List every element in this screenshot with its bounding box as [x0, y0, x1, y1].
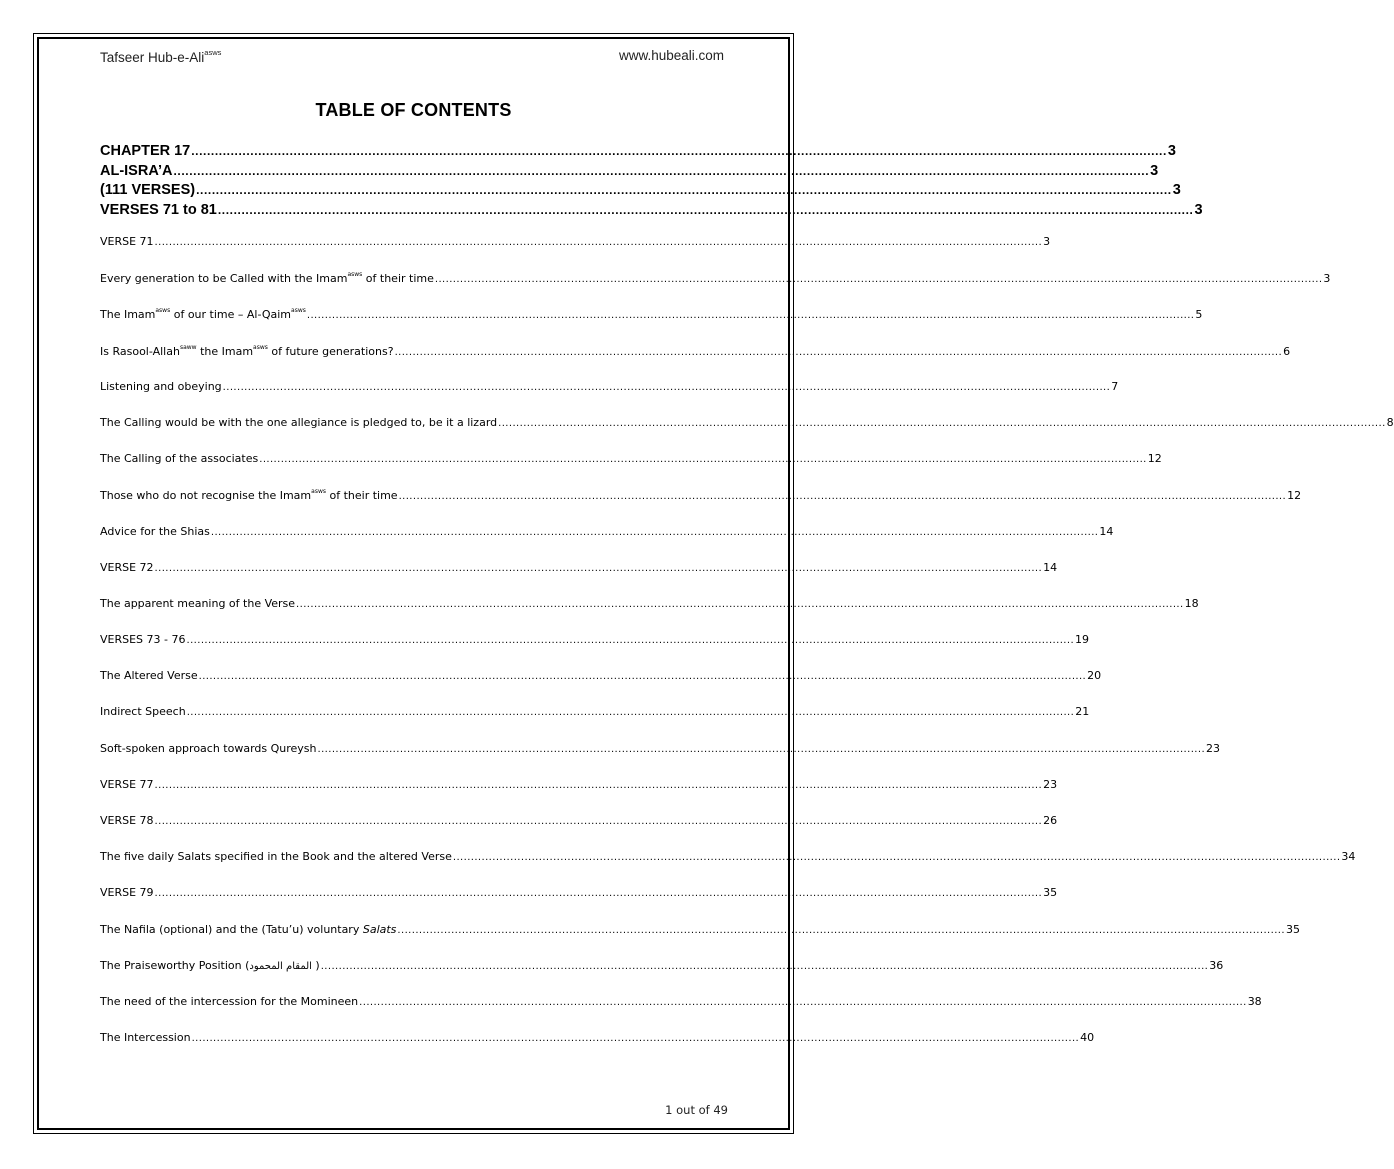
toc-entry[interactable] [100, 705, 1090, 741]
toc-page-number: 14 [1043, 560, 1058, 574]
toc-leader: ........................................................................................................................................................................................................................................................ [397, 924, 1285, 936]
toc-page-number: 34 [1341, 850, 1356, 864]
toc-entry[interactable] [100, 596, 1199, 633]
toc-page-number: 3 [1172, 182, 1181, 198]
toc-entry[interactable] [100, 850, 1356, 886]
toc-leader: ........................................................................................................................................................................................................................................................ [398, 491, 1287, 503]
toc-leader: ........................................................................................................................................................................................................................................................ [259, 454, 1147, 466]
toc-page-number: 35 [1285, 922, 1300, 936]
toc-entry-label: The Intercession [100, 1031, 191, 1045]
toc-entry-label: Listening and obeying [100, 379, 222, 393]
toc-entry[interactable] [100, 271, 1331, 307]
toc-entry-label: Indirect Speech [100, 705, 186, 719]
toc-page-number: 5 [1195, 308, 1203, 322]
toc-entry[interactable] [100, 669, 1102, 705]
toc-entry[interactable] [100, 922, 1300, 959]
toc-leader: ........................................................................................................................................................................................................................................................ [394, 346, 1283, 358]
toc-leader: ........................................................................................................................................................................................................................................................ [191, 144, 1167, 158]
toc-entry[interactable] [100, 994, 1262, 1031]
header-website: www.hubeali.com [618, 48, 724, 63]
toc-page-number: 18 [1184, 596, 1199, 610]
toc-major-entry[interactable] [100, 143, 1176, 163]
toc-entry-label: The need of the intercession for the Momineen [100, 994, 359, 1008]
toc-major-entry[interactable] [100, 162, 1159, 183]
toc-entry[interactable] [100, 560, 1058, 597]
toc-entry[interactable] [100, 633, 1090, 669]
header-book-title: Tafseer Hub-e-Ali$^{asws}$ [100, 48, 222, 65]
toc-entry[interactable] [100, 741, 1221, 778]
toc-leader: ........................................................................................................................................................................................................................................................ [186, 707, 1075, 719]
toc-page-number: 20 [1087, 669, 1102, 683]
toc-leader: ........................................................................................................................................................................................................................................................ [154, 779, 1043, 791]
toc-leader: ........................................................................................................................................................................................................................................................ [296, 598, 1184, 610]
toc-page-number: 23 [1043, 777, 1058, 791]
toc-leader: ........................................................................................................................................................................................................................................................ [217, 202, 1194, 217]
toc-entry-label: VERSE 79 [100, 886, 154, 900]
toc-entry[interactable] [100, 415, 1394, 452]
toc-page-number: 14 [1099, 524, 1114, 538]
toc-page-number: 8 [1386, 415, 1394, 429]
toc-leader: ........................................................................................................................................................................................................................................................ [198, 671, 1087, 683]
toc-page-number: 3 [1167, 143, 1176, 159]
toc-leader: ........................................................................................................................................................................................................................................................ [498, 417, 1386, 429]
toc-entry[interactable] [100, 524, 1114, 561]
toc-entry-label: Soft-spoken approach towards Qureysh [100, 741, 317, 755]
toc-page-number: 12 [1287, 489, 1302, 503]
toc-entry-label: The apparent meaning of the Verse [100, 596, 296, 610]
toc-page-number: 21 [1075, 705, 1090, 719]
toc-entry-label: VERSES 71 to 81 [100, 201, 217, 218]
toc-page-number: 26 [1043, 814, 1058, 827]
toc-entry-label: VERSE 78 [100, 814, 154, 827]
toc-page-number: 3 [1323, 272, 1331, 286]
toc-leader: ........................................................................................................................................................................................................................................................ [210, 526, 1099, 538]
toc-entry-label: The Imam$^{asws}$ of our time – Al-Qaim$^{asws}$ [100, 307, 306, 322]
toc-leader: ........................................................................................................................................................................................................................................................ [196, 183, 1172, 197]
toc-major-entry[interactable] [100, 182, 1181, 202]
toc-leader: ........................................................................................................................................................................................................................................................ [154, 237, 1043, 248]
toc-entry-label: The five daily Salats specified in the Book and the altered Verse [100, 850, 452, 864]
toc-leader: ........................................................................................................................................................................................................................................................ [173, 163, 1150, 178]
toc-leader: ........................................................................................................................................................................................................................................................ [359, 996, 1247, 1008]
toc-leader: ........................................................................................................................................................................................................................................................ [452, 852, 1341, 864]
toc-entry-label: The Praiseworthy Position (المقام المحمود ) [100, 958, 320, 972]
toc-entry-label: VERSE 77 [100, 777, 154, 791]
toc-page-number: 7 [1111, 379, 1119, 393]
toc-leader: ........................................................................................................................................................................................................................................................ [191, 1033, 1080, 1045]
toc-entry[interactable] [100, 235, 1051, 271]
toc-page-number: 35 [1043, 886, 1058, 900]
toc-entry[interactable] [100, 488, 1302, 524]
toc-entry-label: Every generation to be Called with the Imam$^{asws}$ of their time [100, 271, 434, 286]
toc-leader: ........................................................................................................................................................................................................................................................ [306, 310, 1195, 322]
toc-entry[interactable] [100, 814, 1058, 850]
toc-entry-label: The Nafila (optional) and the (Tatu’u) voluntary Salats [100, 922, 397, 936]
toc-leader: ........................................................................................................................................................................................................................................................ [186, 635, 1075, 647]
toc-major-entry[interactable] [100, 201, 1203, 222]
toc-entry-label: (111 VERSES) [100, 182, 196, 198]
toc-page-number: 40 [1080, 1031, 1095, 1045]
toc-page-number: 3 [1043, 235, 1051, 248]
toc-leader: ........................................................................................................................................................................................................................................................ [434, 274, 1323, 286]
toc-leader: ........................................................................................................................................................................................................................................................ [222, 381, 1111, 393]
toc-page-number: 12 [1147, 452, 1162, 466]
toc-entry-label: Advice for the Shias [100, 524, 210, 538]
toc-entry-label: The Altered Verse [100, 669, 198, 683]
header-honorific: asws [204, 48, 222, 57]
toc-page-number: 23 [1206, 741, 1221, 755]
toc-leader: ........................................................................................................................................................................................................................................................ [317, 743, 1206, 755]
toc-leader: ........................................................................................................................................................................................................................................................ [154, 888, 1043, 900]
toc-entry[interactable] [100, 343, 1291, 380]
toc-entry-list [100, 235, 1394, 1067]
toc-entry-label: CHAPTER 17 [100, 143, 191, 159]
toc-entry[interactable] [100, 379, 1119, 416]
toc-leader: ........................................................................................................................................................................................................................................................ [154, 816, 1043, 827]
toc-entry-label: The Calling would be with the one allegiance is pledged to, be it a lizard [100, 415, 498, 429]
page-title: TABLE OF CONTENTS [315, 100, 512, 120]
toc-page-number: 19 [1075, 633, 1090, 647]
toc-page-number: 6 [1283, 344, 1291, 358]
page-header [100, 48, 724, 68]
toc-page-number: 38 [1247, 994, 1262, 1008]
toc-page-number: 3 [1150, 162, 1159, 179]
toc-entry[interactable] [100, 886, 1058, 922]
toc-entry[interactable] [100, 777, 1058, 814]
page-number-footer: 1 out of 49 [665, 1103, 728, 1117]
toc-entry-label: VERSES 73 - 76 [100, 633, 186, 647]
toc-entry[interactable] [100, 958, 1224, 995]
toc-leader: ........................................................................................................................................................................................................................................................ [320, 960, 1209, 972]
toc-entry[interactable] [100, 452, 1162, 488]
toc-entry-label: The Calling of the associates [100, 452, 259, 466]
toc-entry[interactable] [100, 1031, 1095, 1067]
toc-major-list [100, 143, 1203, 221]
toc-entry-label: Is Rasool-Allah$^{saww}$ the Imam$^{asws}$ of future generations? [100, 343, 394, 358]
toc-page-number: 3 [1194, 201, 1203, 218]
toc-entry[interactable] [100, 307, 1203, 343]
toc-entry-label: VERSE 72 [100, 560, 154, 574]
toc-entry-label: Those who do not recognise the Imam$^{asws}$ of their time [100, 488, 398, 503]
toc-entry-label: AL-ISRA’A [100, 162, 173, 179]
toc-page-number: 36 [1209, 958, 1224, 972]
toc-leader: ........................................................................................................................................................................................................................................................ [154, 562, 1043, 574]
toc-entry-label: VERSE 71 [100, 235, 154, 248]
